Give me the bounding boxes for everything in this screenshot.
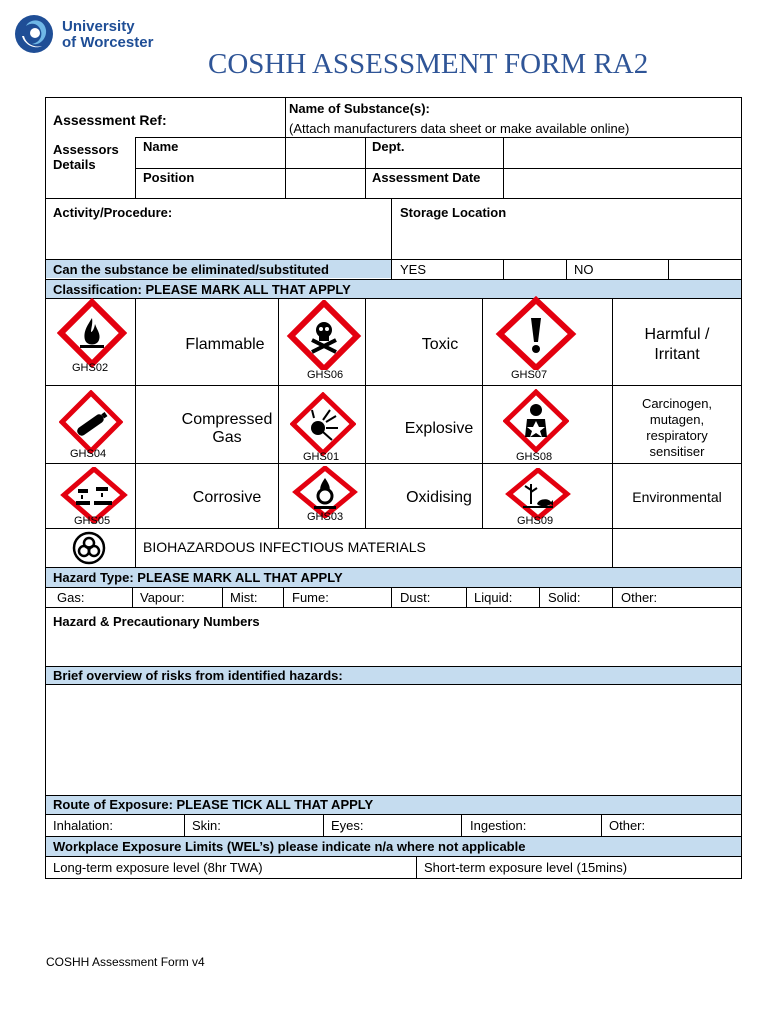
- harmful-label-line1: Harmful /: [644, 326, 710, 343]
- ghs08-code: GHS08: [516, 451, 553, 463]
- substance-note: (Attach manufacturers data sheet or make available online): [289, 121, 630, 136]
- assessment-date-field[interactable]: [505, 170, 739, 197]
- no-checkbox[interactable]: [670, 260, 740, 278]
- hazard-dust[interactable]: Dust:: [400, 590, 431, 605]
- route-heading: Route of Exposure: PLEASE TICK ALL THAT APPLY: [53, 797, 374, 812]
- ghs07-code: GHS07: [511, 369, 548, 381]
- hazard-vapour[interactable]: Vapour:: [140, 590, 185, 605]
- eliminate-question: Can the substance be eliminated/substituted: [53, 262, 329, 277]
- no-label: NO: [574, 262, 594, 277]
- name-field[interactable]: [200, 139, 363, 167]
- biohazard-mark-box[interactable]: [614, 530, 740, 566]
- ghs06-code: GHS06: [307, 369, 344, 381]
- hazard-numbers-field[interactable]: [47, 632, 739, 664]
- route-other[interactable]: Other:: [609, 818, 646, 833]
- flammable-label: Flammable: [185, 336, 265, 353]
- activity-field[interactable]: [47, 222, 389, 258]
- classification-heading: Classification: PLEASE MARK ALL THAT APPLY: [53, 282, 351, 297]
- route-inhalation[interactable]: Inhalation:: [53, 818, 113, 833]
- wel-long-term[interactable]: Long-term exposure level (8hr TWA): [53, 860, 263, 875]
- ghs01-code: GHS01: [303, 451, 340, 463]
- logo-line-1: University: [62, 18, 135, 35]
- wel-heading: Workplace Exposure Limits (WEL’s) please indicate n/a where not applicable: [53, 839, 526, 854]
- biohazard-label: BIOHAZARDOUS INFECTIOUS MATERIALS: [143, 539, 426, 555]
- assessment-date-label: Assessment Date: [372, 170, 481, 185]
- activity-label: Activity/Procedure:: [53, 205, 173, 220]
- toxic-pictogram-icon: [284, 300, 364, 370]
- hazard-gas[interactable]: Gas:: [57, 590, 85, 605]
- route-skin[interactable]: Skin:: [192, 818, 221, 833]
- compressed-gas-pictogram-icon: [59, 390, 123, 454]
- ghs09-code: GHS09: [517, 515, 554, 527]
- risks-overview-field[interactable]: [47, 686, 739, 793]
- logo-line-2: of Worcester: [62, 34, 154, 51]
- explosive-mark-box[interactable]: [366, 387, 390, 462]
- explosive-pictogram-icon: [290, 392, 356, 456]
- substance-label: Name of Substance(s):: [289, 101, 430, 116]
- carcinogen-label-line2: mutagen,: [649, 412, 705, 427]
- oxidising-mark-box[interactable]: [366, 465, 390, 527]
- route-ingestion[interactable]: Ingestion:: [470, 818, 527, 833]
- yes-label: YES: [400, 262, 427, 277]
- compressed-label-line2: Gas: [212, 429, 242, 446]
- harmful-pictogram-icon: [494, 296, 578, 370]
- hazard-other[interactable]: Other:: [621, 590, 658, 605]
- ghs03-code: GHS03: [307, 511, 344, 523]
- assessors-details-line1: Assessors: [53, 142, 119, 157]
- explosive-label: Explosive: [404, 420, 474, 437]
- storage-label: Storage Location: [400, 205, 507, 220]
- hazard-type-heading: Hazard Type: PLEASE MARK ALL THAT APPLY: [53, 570, 343, 585]
- hazard-solid[interactable]: Solid:: [548, 590, 581, 605]
- ghs02-code: GHS02: [72, 362, 109, 374]
- hazard-mist[interactable]: Mist:: [230, 590, 258, 605]
- environmental-pictogram-icon: [505, 468, 571, 520]
- university-logo: [14, 12, 164, 56]
- assessment-ref-label: Assessment Ref:: [53, 112, 167, 128]
- oxidising-label: Oxidising: [406, 489, 472, 506]
- health-hazard-pictogram-icon: [503, 389, 569, 453]
- wel-short-term[interactable]: Short-term exposure level (15mins): [424, 860, 628, 875]
- footer-text: COSHH Assessment Form v4: [46, 955, 205, 969]
- compressed-label-line1: Compressed: [181, 411, 273, 428]
- dept-field[interactable]: [505, 139, 739, 167]
- storage-field[interactable]: [393, 222, 739, 258]
- route-eyes[interactable]: Eyes:: [331, 818, 364, 833]
- biohazard-icon: [72, 531, 106, 565]
- logo-emblem-icon: [14, 12, 54, 56]
- carcinogen-label-line3: respiratory: [646, 428, 708, 443]
- risks-overview-label: Brief overview of risks from identified hazards:: [53, 668, 343, 683]
- assessment-ref-field[interactable]: [46, 130, 134, 137]
- assessors-details-line2: Details: [53, 157, 96, 172]
- dept-label: Dept.: [372, 139, 405, 154]
- yes-checkbox[interactable]: [505, 260, 565, 278]
- ghs05-code: GHS05: [74, 515, 111, 527]
- name-label: Name: [143, 139, 179, 154]
- hazard-fume[interactable]: Fume:: [292, 590, 329, 605]
- harmful-label-line2: Irritant: [654, 346, 700, 363]
- ghs04-code: GHS04: [70, 448, 107, 460]
- position-field[interactable]: [210, 170, 363, 197]
- position-label: Position: [143, 170, 195, 185]
- toxic-label: Toxic: [421, 336, 459, 353]
- environmental-label: Environmental: [632, 489, 722, 505]
- carcinogen-label-line4: sensitiser: [649, 444, 705, 459]
- page-title: COSHH ASSESSMENT FORM RA2: [208, 48, 649, 80]
- hazard-numbers-label: Hazard & Precautionary Numbers: [53, 614, 260, 629]
- carcinogen-label-line1: Carcinogen,: [641, 396, 713, 411]
- corrosive-label: Corrosive: [192, 489, 262, 506]
- hazard-liquid[interactable]: Liquid:: [474, 590, 513, 605]
- flammable-pictogram-icon: [57, 298, 127, 368]
